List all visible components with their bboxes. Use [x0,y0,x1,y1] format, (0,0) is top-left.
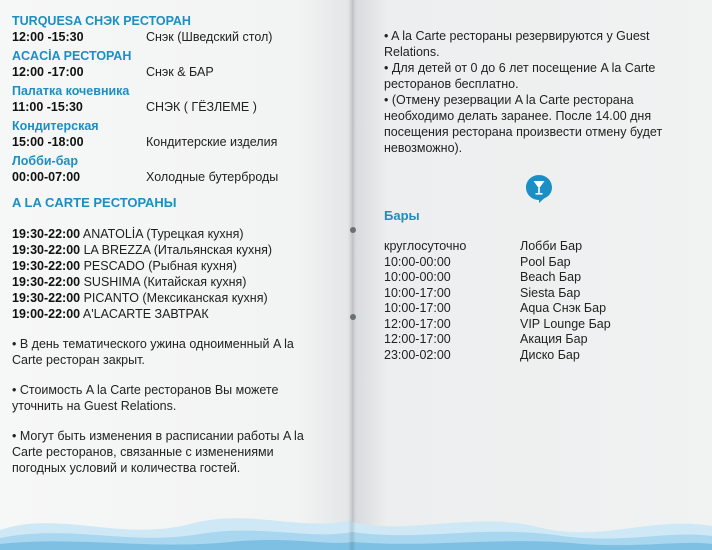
book-spine [348,0,356,550]
schedule-row [12,134,342,151]
reservation-note: • A la Carte рестораны резервируются у Guest Relations. [384,29,650,59]
wave-decoration [0,480,352,550]
alacarte-name: PESCADO (Рыбная кухня) [83,259,237,273]
bar-row [384,270,644,286]
alacarte-list [12,226,342,322]
schedule-time: 15:00 -18:00 [12,135,84,149]
venue-title: Лобби-бар [12,154,79,168]
bar-hours: 10:00-17:00 [384,285,451,300]
left-content [12,14,342,476]
schedule-time: 11:00 -15:30 [12,100,83,114]
bar-row [384,239,644,255]
schedule-desc: СНЭК ( ГЁЗЛЕМЕ ) [146,100,257,114]
alacarte-time: 19:30-22:00 [12,227,81,241]
alacarte-time: 19:30-22:00 [12,259,81,273]
schedule-desc: Кондитерские изделия [146,135,278,149]
bar-name: VIP Lounge Бар [520,316,611,331]
bar-row [384,317,644,333]
bar-hours: 23:00-02:00 [384,347,451,362]
wave-decoration-right [352,480,712,550]
bars-list [384,239,644,363]
staple-top [350,227,356,233]
bar-name: Beach Бар [520,270,582,284]
alacarte-note: • В день тематического ужина одноименный A la Carte ресторан закрыт. [12,337,294,367]
bar-row [384,301,644,317]
bar-row [384,348,644,364]
alacarte-name: PICANTO (Мексиканская кухня) [83,291,268,305]
right-notes [384,28,674,156]
bar-hours: круглосуточно [384,239,467,253]
bar-row [384,286,644,302]
schedule-row [12,29,342,46]
bar-hours: 12:00-17:00 [384,332,451,346]
schedule-time: 12:00 -15:30 [12,30,84,44]
bar-name: Siesta Бар [520,285,581,300]
alacarte-time: 19:30-22:00 [12,275,81,289]
alacarte-notes [12,336,342,476]
bars-title: Бары [384,208,420,223]
spacer [12,186,342,189]
staple-bottom [350,314,356,320]
bar-name: Лобби Бар [520,239,583,253]
bar-hours: 12:00-17:00 [384,316,451,331]
alacarte-time: 19:30-22:00 [12,243,81,257]
schedule-row [12,99,342,116]
wine-glass-icon [525,174,553,204]
alacarte-time: 19:30-22:00 [12,291,81,305]
schedule-time: 12:00 -17:00 [12,65,84,79]
bar-row [384,255,644,271]
venue-title: ACACİA РЕСТОРАН [12,49,132,63]
alacarte-name: SUSHIMA (Китайская кухня) [83,275,247,289]
bar-hours: 10:00-17:00 [384,301,451,315]
schedule-row [12,169,342,186]
alacarte-row [12,226,342,242]
alacarte-name: LA BREZZA (Итальянская кухня) [83,243,273,257]
alacarte-row [12,258,342,274]
venue-title: Кондитерская [12,119,99,133]
venue-title: TURQUESA СНЭК РЕСТОРАН [12,14,191,28]
bar-name: Aqua Снэк Бар [520,301,607,315]
schedule-desc: Холодные бутерброды [146,170,279,184]
bar-hours: 10:00-00:00 [384,254,451,269]
alacarte-row [12,290,342,306]
reservation-note: • Для детей от 0 до 6 лет посещение A la Carte ресторанов бесплатно. [384,61,656,91]
reservation-note: • (Отмену резервации A la Carte ресторана необходимо делать заранее. После 14.00 дня посещения ресторана произвести отмену будет невозможно). [384,93,663,155]
bar-name: Pool Бар [520,254,571,269]
schedule-desc: Снэк & БАР [146,65,214,79]
schedule-row [12,64,342,81]
bar-hours: 10:00-00:00 [384,270,451,284]
schedule-time: 00:00-07:00 [12,170,81,184]
alacarte-row [12,306,342,322]
schedule-desc: Снэк (Шведский стол) [146,30,273,44]
bar-name: Диско Бар [520,347,580,362]
alacarte-title: A LA CARTE РЕСТОРАНЫ [12,195,177,210]
alacarte-row [12,242,342,258]
bar-row [384,332,644,348]
alacarte-row [12,274,342,290]
alacarte-note: • Могут быть изменения в расписании работы A la Carte ресторанов, связанные с изменениями погодных условий и количества гостей. [12,429,304,475]
alacarte-time: 19:00-22:00 [12,307,81,321]
venue-title: Палатка кочевника [12,84,130,98]
alacarte-note: • Стоимость A la Carte ресторанов Вы можете уточнить на Guest Relations. [12,383,279,413]
alacarte-name: A'LACARTE ЗАВТРАК [82,307,209,321]
left-page [0,0,352,550]
restaurant-schedule [12,14,342,189]
bar-name: Акация Бар [520,332,588,346]
alacarte-name: ANATOLİA (Турецкая кухня) [82,227,244,241]
